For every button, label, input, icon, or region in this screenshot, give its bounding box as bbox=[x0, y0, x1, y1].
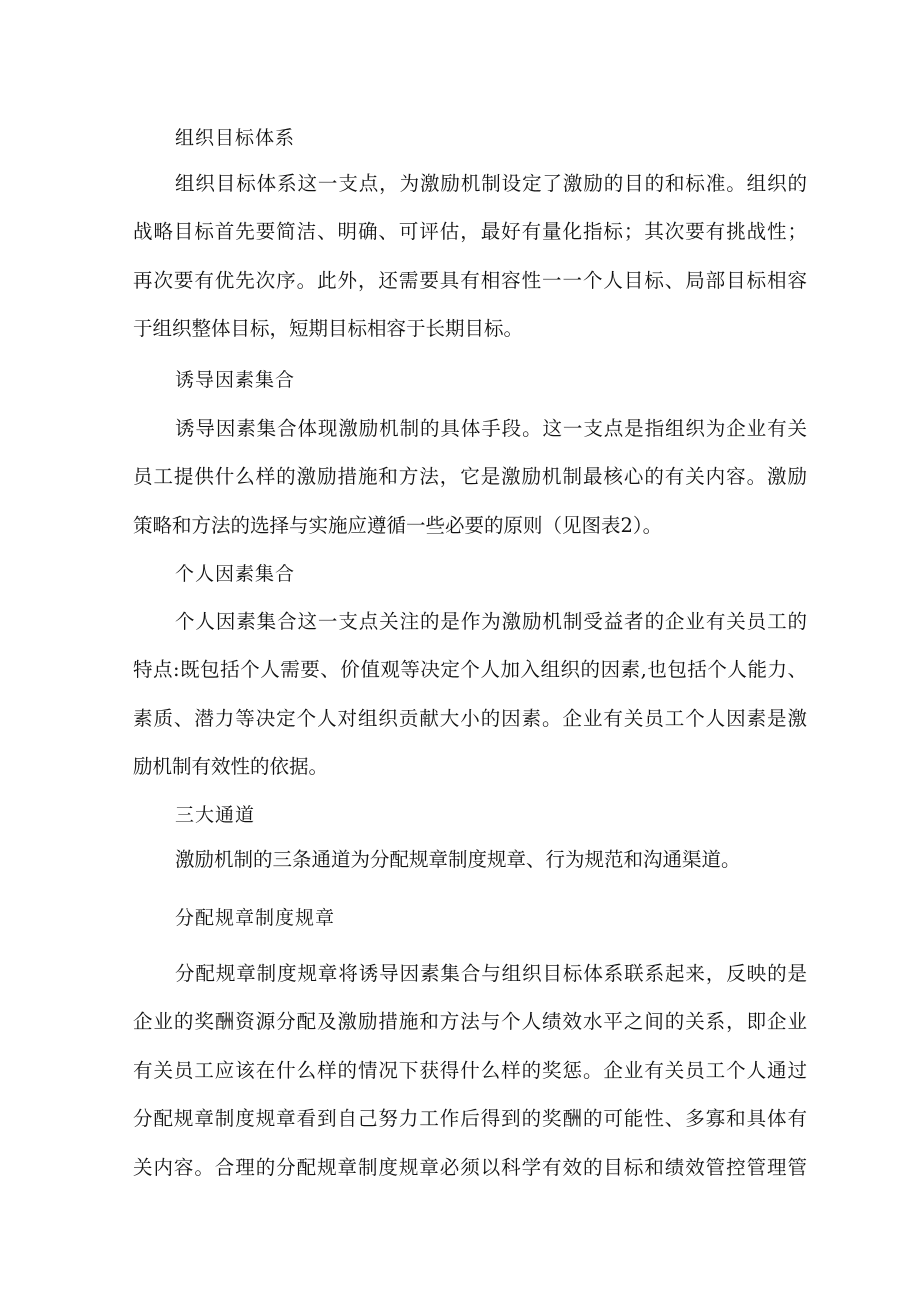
text-line: 组织目标体系这一支点，为激励机制设定了激励的目的和标准。组织的 bbox=[175, 172, 807, 195]
text-line: 分配规章制度规章看到自己努力工作后得到的奖酬的可能性、多寡和具体有 bbox=[133, 1107, 807, 1131]
text-line: 策略和方法的选择与实施应遵循一些必要的原则（见图表2）。 bbox=[133, 513, 663, 537]
text-line: 于组织整体目标，短期目标相容于长期目标。 bbox=[133, 317, 524, 341]
text-line: 励机制有效性的依据。 bbox=[133, 755, 329, 779]
heading-distribution-rules: 分配规章制度规章 bbox=[175, 907, 336, 929]
text-line: 员工提供什么样的激励措施和方法，它是激励机制最核心的有关内容。激励 bbox=[133, 465, 807, 489]
heading-organization-goals: 组织目标体系 bbox=[175, 127, 296, 149]
text-line: 素质、潜力等决定个人对组织贡献大小的因素。企业有关员工个人因素是激 bbox=[133, 706, 807, 730]
text-line: 分配规章制度规章将诱导因素集合与组织目标体系联系起来，反映的是 bbox=[175, 962, 807, 985]
heading-personal-factors: 个人因素集合 bbox=[175, 563, 296, 585]
text-line: 关内容。合理的分配规章制度规章必须以科学有效的目标和绩效管控管理管 bbox=[133, 1155, 807, 1179]
paragraph-inducement-factors bbox=[133, 405, 807, 550]
text-line: 诱导因素集合体现激励机制的具体手段。这一支点是指组织为企业有关 bbox=[175, 417, 807, 440]
heading-inducement-factors: 诱导因素集合 bbox=[175, 369, 296, 391]
text-line: 特点:既包括个人需要、价值观等决定个人加入组织的因素,也包括个人能力、 bbox=[133, 658, 807, 682]
paragraph-three-channels bbox=[133, 836, 807, 884]
text-line: 企业的奖酬资源分配及激励措施和方法与个人绩效水平之间的关系，即企业 bbox=[133, 1010, 807, 1034]
paragraph-organization-goals bbox=[133, 160, 807, 354]
text-line: 有关员工应该在什么样的情况下获得什么样的奖惩。企业有关员工个人通过 bbox=[133, 1058, 807, 1082]
text-line: 个人因素集合这一支点关注的是作为激励机制受益者的企业有关员工的 bbox=[175, 610, 807, 633]
text-line: 激励机制的三条通道为分配规章制度规章、行为规范和沟通渠道。 bbox=[175, 848, 741, 871]
text-line: 战略目标首先要简洁、明确、可评估，最好有量化指标；其次要有挑战性； bbox=[133, 220, 807, 244]
paragraph-personal-factors bbox=[133, 598, 807, 792]
paragraph-distribution-rules bbox=[133, 950, 807, 1192]
text-line: 再次要有优先次序。此外，还需要具有相容性一一个人目标、局部目标相容 bbox=[133, 268, 807, 292]
heading-three-channels: 三大通道 bbox=[175, 804, 256, 826]
